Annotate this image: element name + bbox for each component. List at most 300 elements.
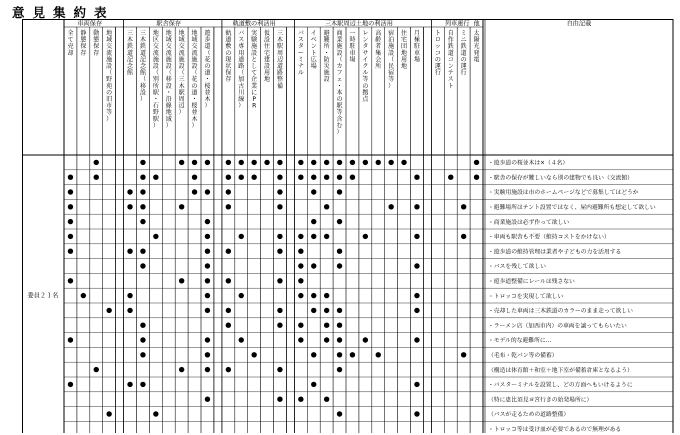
vote-dot xyxy=(140,323,145,328)
column-label-12: バ xyxy=(238,30,245,37)
column-label-19: ・ xyxy=(336,82,343,90)
column-label-9: 流 xyxy=(191,49,198,57)
column-label-14: 用 xyxy=(264,69,271,77)
column-label-16: ミ xyxy=(297,56,304,64)
vote-dot xyxy=(205,234,210,239)
vote-dot xyxy=(140,204,145,209)
vote-dot xyxy=(153,234,158,239)
vote-dot xyxy=(94,367,99,372)
column-label-16: ル xyxy=(297,69,304,77)
column-label-12: ス xyxy=(238,36,245,44)
column-label-8: 辺 xyxy=(178,102,185,110)
column-label-17: ベ xyxy=(310,36,317,44)
column-label-17: 場 xyxy=(310,63,317,70)
column-label-13: 設 xyxy=(251,49,258,57)
column-label-6: 野 xyxy=(152,109,159,117)
column-label-21: 拠 xyxy=(362,89,369,97)
vote-dot xyxy=(337,189,342,194)
column-label-6: 駅 xyxy=(152,89,159,97)
column-label-3: 施 xyxy=(106,56,113,64)
column-label-29: 光 xyxy=(473,43,480,51)
vote-dot xyxy=(277,234,282,239)
group-header-comment: 自由記載 xyxy=(566,20,592,28)
column-label-9: 桜 xyxy=(191,102,198,110)
column-label-19: 本 xyxy=(336,89,343,97)
column-label-17: ン xyxy=(310,43,317,51)
column-label-22: 齢 xyxy=(375,36,382,44)
vote-dot xyxy=(401,160,406,165)
vote-dot xyxy=(414,308,419,313)
column-label-6: 所 xyxy=(152,82,159,90)
column-label-27: 自 xyxy=(447,30,454,37)
column-label-3: 流 xyxy=(106,49,113,57)
vote-dot xyxy=(140,263,145,268)
vote-dot xyxy=(277,160,282,165)
vote-dot xyxy=(311,219,316,224)
column-label-25: 極 xyxy=(413,36,420,44)
vote-dot xyxy=(226,367,231,372)
vote-dot xyxy=(127,293,132,298)
vote-dot xyxy=(239,337,244,342)
column-label-8: 周 xyxy=(178,96,185,103)
column-label-21: ル xyxy=(362,69,369,77)
vote-dot xyxy=(337,352,342,357)
vote-dot xyxy=(239,293,244,298)
vote-dot xyxy=(414,234,419,239)
column-label-28: 鉄 xyxy=(460,43,467,51)
comment-row-4: ・商業施設は必ず作って欲しい xyxy=(488,219,570,226)
column-label-23: （ xyxy=(388,56,395,64)
vote-dot xyxy=(179,278,184,283)
comment-row-12: ・モデル的な避難所に… xyxy=(488,338,552,345)
column-label-24: 地 xyxy=(401,49,408,57)
column-label-18: 施 xyxy=(323,69,330,77)
vote-dot xyxy=(68,219,73,224)
vote-dot xyxy=(153,175,158,180)
vote-dot xyxy=(311,175,316,180)
vote-dot xyxy=(298,337,303,342)
vote-dot xyxy=(376,160,381,165)
column-label-8: 流 xyxy=(178,49,185,57)
column-label-27: 作 xyxy=(447,36,454,44)
vote-dot xyxy=(311,189,316,194)
column-label-12: 路 xyxy=(238,63,245,70)
column-label-16: ナ xyxy=(297,63,304,70)
column-label-20: 一 xyxy=(349,30,356,37)
vote-dot xyxy=(324,308,329,313)
column-label-28: 行 xyxy=(460,69,467,77)
vote-dot xyxy=(414,204,419,209)
column-label-29: 陽 xyxy=(473,36,480,44)
column-label-17: イ xyxy=(310,30,317,37)
vote-dot xyxy=(205,249,210,254)
vote-dot xyxy=(179,204,184,209)
column-label-27: 道 xyxy=(447,49,454,57)
column-label-21: サ xyxy=(362,49,369,57)
column-label-19: 等 xyxy=(336,109,343,117)
column-label-24: 住 xyxy=(401,30,408,37)
vote-dot xyxy=(68,337,73,342)
column-label-5: 館 xyxy=(139,69,146,77)
column-label-3: 地 xyxy=(106,30,113,37)
column-label-11: 敷 xyxy=(225,43,232,51)
column-label-9: 道 xyxy=(191,89,198,97)
vote-dot xyxy=(68,278,73,283)
vote-dot xyxy=(298,160,303,165)
column-label-3: の xyxy=(106,89,113,97)
column-label-6: 石 xyxy=(152,102,159,110)
column-label-16: ー xyxy=(297,49,304,57)
vote-dot xyxy=(311,352,316,357)
column-label-23: 施 xyxy=(388,43,395,51)
vote-dot xyxy=(205,160,210,165)
vote-dot xyxy=(192,160,197,165)
column-label-22: 会 xyxy=(375,56,382,64)
column-label-19: 駅 xyxy=(336,102,343,110)
column-label-8: 駅 xyxy=(178,89,185,97)
vote-dot xyxy=(414,175,419,180)
column-label-29: 電 xyxy=(473,56,480,64)
comment-row-6: ・遊歩道の維持管理は業者や子どもの力を活用する xyxy=(488,249,622,256)
column-label-13: 企 xyxy=(251,76,258,84)
column-label-13: P xyxy=(252,96,256,103)
column-label-27: ン xyxy=(447,63,454,70)
column-label-1: 保 xyxy=(80,43,87,51)
column-label-11: 軌 xyxy=(225,30,232,37)
column-label-23: 宿 xyxy=(388,69,395,77)
vote-dot xyxy=(106,308,111,313)
column-label-7: 設 xyxy=(165,63,172,70)
vote-dot xyxy=(277,367,282,372)
column-label-6: ） xyxy=(152,122,159,130)
vote-dot xyxy=(311,293,316,298)
column-label-7: 域 xyxy=(165,115,172,123)
column-label-4: 鉄 xyxy=(127,43,134,51)
comment-row-2: ・実験用施設は市のホームページなどで募集してはどうか xyxy=(488,190,639,197)
vote-dot xyxy=(205,367,210,372)
comment-row-9: ・トロッコを実現して欲しい xyxy=(488,293,564,300)
vote-dot xyxy=(226,323,231,328)
column-label-7: 流 xyxy=(165,49,172,57)
column-label-11: 現 xyxy=(225,56,232,64)
column-label-4: 館 xyxy=(127,69,134,77)
vote-dot xyxy=(311,160,316,165)
column-label-23: 設 xyxy=(388,49,395,57)
column-label-20: 駐 xyxy=(349,43,356,51)
vote-dot xyxy=(337,160,342,165)
comment-row-14: （構造は体育館＋和室＋地下室が備蓄倉庫となるよう） xyxy=(488,367,633,374)
column-label-3: （ xyxy=(106,69,113,77)
vote-dot xyxy=(205,278,210,283)
column-label-21: 点 xyxy=(362,96,369,103)
group-header-4: 列車運行 xyxy=(444,20,470,28)
comment-row-10: ・売却した車両は三木鉄道のカラーのまま走って欲しい xyxy=(488,308,633,315)
column-label-19: カ xyxy=(336,63,343,70)
vote-dot xyxy=(277,175,282,180)
vote-dot xyxy=(474,160,479,165)
column-label-25: 場 xyxy=(413,56,420,64)
group-header-0: 車両保存 xyxy=(77,20,103,28)
column-label-5: （ xyxy=(139,76,146,84)
column-label-26: ロ xyxy=(434,36,441,44)
column-label-28: 運 xyxy=(460,63,467,70)
column-label-3: 設 xyxy=(106,63,113,70)
column-label-3: 野 xyxy=(106,76,113,84)
column-label-19: 設 xyxy=(336,49,343,57)
vote-dot xyxy=(311,308,316,313)
column-label-10: 桜 xyxy=(204,82,211,90)
column-label-3: 域 xyxy=(106,36,113,44)
vote-dot xyxy=(350,175,355,180)
column-label-13: 施 xyxy=(251,43,258,51)
column-label-3: 市 xyxy=(106,102,113,110)
vote-dot xyxy=(205,263,210,268)
comment-row-16: （特に恵比須見ヨ宮行きの始発場所に） xyxy=(488,397,593,404)
vote-dot xyxy=(337,263,342,268)
vote-dot xyxy=(205,308,210,313)
column-label-13: 業 xyxy=(251,82,258,90)
column-label-20: 場 xyxy=(349,56,356,64)
column-label-28: 道 xyxy=(460,49,467,57)
group-header-2: 軌道敷の利活用 xyxy=(232,20,276,28)
column-label-12: 専 xyxy=(238,43,245,51)
column-label-5: 念 xyxy=(139,63,146,70)
column-label-6: （ xyxy=(152,69,159,77)
column-label-19: 施 xyxy=(336,43,343,51)
comment-row-18: ・トロッコ等は受け皿が必要であるので無理がある xyxy=(488,427,622,433)
column-label-18: 避 xyxy=(323,30,330,37)
vote-dot xyxy=(251,160,256,165)
column-label-21: の xyxy=(362,82,369,90)
column-label-24: 用 xyxy=(401,56,408,64)
column-label-7: 地 xyxy=(165,30,172,37)
vote-dot xyxy=(226,308,231,313)
column-label-6: 別 xyxy=(152,76,159,84)
column-label-20: 車 xyxy=(349,49,356,57)
column-label-12: ） xyxy=(238,102,245,110)
vote-dot xyxy=(298,249,303,254)
comment-row-8: ・遊歩道整備にレールは残さない xyxy=(488,279,575,285)
vote-dot xyxy=(140,160,145,165)
vote-dot xyxy=(337,367,342,372)
column-label-6: 駅 xyxy=(152,115,159,123)
column-label-18: 難 xyxy=(323,36,330,44)
vote-dot xyxy=(179,367,184,372)
column-label-22: 高 xyxy=(375,30,382,37)
column-label-2: 保 xyxy=(93,43,100,51)
column-label-8: 三 xyxy=(178,76,185,84)
vote-dot xyxy=(94,160,99,165)
vote-dot xyxy=(127,189,132,194)
vote-dot xyxy=(337,249,342,254)
vote-dot xyxy=(140,337,145,342)
vote-dot xyxy=(226,249,231,254)
column-label-23: 等 xyxy=(388,76,395,84)
column-label-19: フ xyxy=(336,69,343,77)
column-label-22: 集 xyxy=(375,49,382,57)
column-label-9: 地 xyxy=(191,30,198,37)
column-label-9: 木 xyxy=(191,115,198,123)
vote-dot xyxy=(311,382,316,387)
vote-dot xyxy=(311,263,316,268)
column-label-5: 木 xyxy=(139,36,146,44)
column-label-10: ・ xyxy=(204,76,211,84)
vote-dot xyxy=(363,234,368,239)
column-label-18: 設 xyxy=(323,76,330,84)
vote-dot xyxy=(264,160,269,165)
column-label-25: 月 xyxy=(413,30,420,37)
vote-dot xyxy=(205,352,210,357)
vote-dot xyxy=(298,293,303,298)
column-label-7: 施 xyxy=(165,56,172,64)
group-header-3: 三木駅周辺土地の利活用 xyxy=(324,20,393,28)
column-label-9: ・ xyxy=(191,96,198,103)
column-label-9: （ xyxy=(191,69,198,77)
vote-dot xyxy=(106,411,111,416)
column-label-22: 者 xyxy=(375,43,382,51)
column-label-19: む xyxy=(336,122,343,130)
vote-dot xyxy=(337,411,342,416)
vote-dot xyxy=(363,337,368,342)
vote-dot xyxy=(414,382,419,387)
vote-dot xyxy=(226,175,231,180)
vote-dot xyxy=(324,160,329,165)
table-svg xyxy=(22,19,674,433)
vote-dot xyxy=(226,278,231,283)
column-label-2: 存 xyxy=(93,49,100,57)
vote-dot xyxy=(205,337,210,342)
vote-dot xyxy=(140,189,145,194)
column-label-9: 交 xyxy=(191,43,198,51)
column-label-5: 三 xyxy=(139,30,146,37)
vote-dot xyxy=(140,352,145,357)
vote-dot xyxy=(81,293,86,298)
column-label-7: 設 xyxy=(165,82,172,90)
column-label-10: 歩 xyxy=(204,36,211,44)
column-label-26: ッ xyxy=(434,43,441,51)
column-label-18: 所 xyxy=(323,43,330,51)
column-label-3: 旧 xyxy=(106,96,113,103)
column-label-15: 辺 xyxy=(276,56,283,64)
column-label-24: 団 xyxy=(401,43,408,51)
column-label-27: ト xyxy=(447,82,454,90)
vote-dot xyxy=(127,308,132,313)
column-label-10: 遊 xyxy=(204,30,211,37)
column-label-8: 地 xyxy=(178,30,185,37)
column-label-10: 花 xyxy=(204,56,211,64)
column-label-13: 実 xyxy=(251,30,258,37)
column-label-0: て xyxy=(67,36,74,44)
vote-dot xyxy=(298,175,303,180)
column-label-12: 古 xyxy=(238,82,245,90)
column-label-12: 用 xyxy=(238,49,245,57)
column-label-29: 太 xyxy=(473,30,480,37)
column-label-26: の xyxy=(434,56,441,64)
vote-dot xyxy=(337,308,342,313)
vote-dot xyxy=(127,204,132,209)
vote-dot xyxy=(140,249,145,254)
comment-row-1: ・駅舎の保存が難しいなら別の建物でも良い（交流館） xyxy=(488,175,633,182)
column-label-14: 設 xyxy=(264,63,271,70)
column-label-15: 三 xyxy=(276,30,283,37)
vote-dot xyxy=(192,175,197,180)
column-label-26: コ xyxy=(434,49,441,57)
column-label-7: 交 xyxy=(165,43,172,51)
vote-dot xyxy=(277,278,282,283)
column-label-11: 状 xyxy=(225,63,232,70)
vote-dot xyxy=(311,234,316,239)
column-label-4: 木 xyxy=(127,36,134,44)
vote-dot xyxy=(68,175,73,180)
column-label-6: 交 xyxy=(152,43,159,51)
column-label-4: 記 xyxy=(127,56,134,64)
column-label-17: 広 xyxy=(310,56,317,64)
column-label-26: 運 xyxy=(434,63,441,70)
vote-dot xyxy=(474,175,479,180)
comment-row-13: （毛布・乾パン等の備蓄） xyxy=(488,353,558,359)
column-label-9: 施 xyxy=(191,56,198,64)
vote-dot xyxy=(239,175,244,180)
column-label-20: 時 xyxy=(349,36,356,44)
column-label-2: 動 xyxy=(93,30,100,37)
vote-dot xyxy=(324,234,329,239)
vote-dot xyxy=(239,234,244,239)
member-label: 委員２１名 xyxy=(27,292,59,300)
vote-dot xyxy=(414,263,419,268)
column-label-2: 態 xyxy=(93,36,100,44)
column-label-1: 静 xyxy=(80,30,87,37)
vote-dot xyxy=(461,204,466,209)
column-label-12: （ xyxy=(238,69,245,77)
column-label-18: 災 xyxy=(323,63,330,70)
column-label-7: ） xyxy=(165,122,172,130)
vote-dot xyxy=(179,160,184,165)
vote-dot xyxy=(350,352,355,357)
column-label-3: ） xyxy=(106,115,113,123)
column-label-4: 道 xyxy=(127,49,134,57)
vote-dot xyxy=(414,411,419,416)
column-label-13: 験 xyxy=(251,36,258,44)
column-label-24: 宅 xyxy=(401,36,408,44)
vote-dot xyxy=(127,382,132,387)
column-label-28: の xyxy=(460,56,467,64)
column-label-4: 三 xyxy=(127,30,134,37)
column-label-16: タ xyxy=(297,43,304,51)
vote-dot xyxy=(324,337,329,342)
column-label-21: イ xyxy=(362,56,369,64)
comment-row-11: ・ラーメン店（加西市内）の車両を譲ってもらいたい xyxy=(488,323,627,330)
column-label-13: に xyxy=(251,89,258,97)
column-label-21: 等 xyxy=(362,76,369,84)
column-label-27: テ xyxy=(447,69,454,77)
vote-dot xyxy=(461,234,466,239)
column-label-1: 態 xyxy=(80,36,87,44)
group-header-other: 他 xyxy=(473,20,480,28)
column-label-26: 行 xyxy=(434,69,441,77)
column-label-8: （ xyxy=(178,69,185,77)
column-label-24: 地 xyxy=(401,63,408,70)
vote-dot xyxy=(337,175,342,180)
column-label-6: 流 xyxy=(152,49,159,57)
column-label-29: 発 xyxy=(473,49,480,57)
column-label-9: 並 xyxy=(191,109,198,117)
column-label-6: 設 xyxy=(152,63,159,70)
column-label-12: 川 xyxy=(238,89,245,97)
column-label-7: 沿 xyxy=(165,96,172,103)
vote-dot xyxy=(205,219,210,224)
column-label-21: ク xyxy=(362,63,369,70)
column-label-5: 鉄 xyxy=(139,43,146,51)
